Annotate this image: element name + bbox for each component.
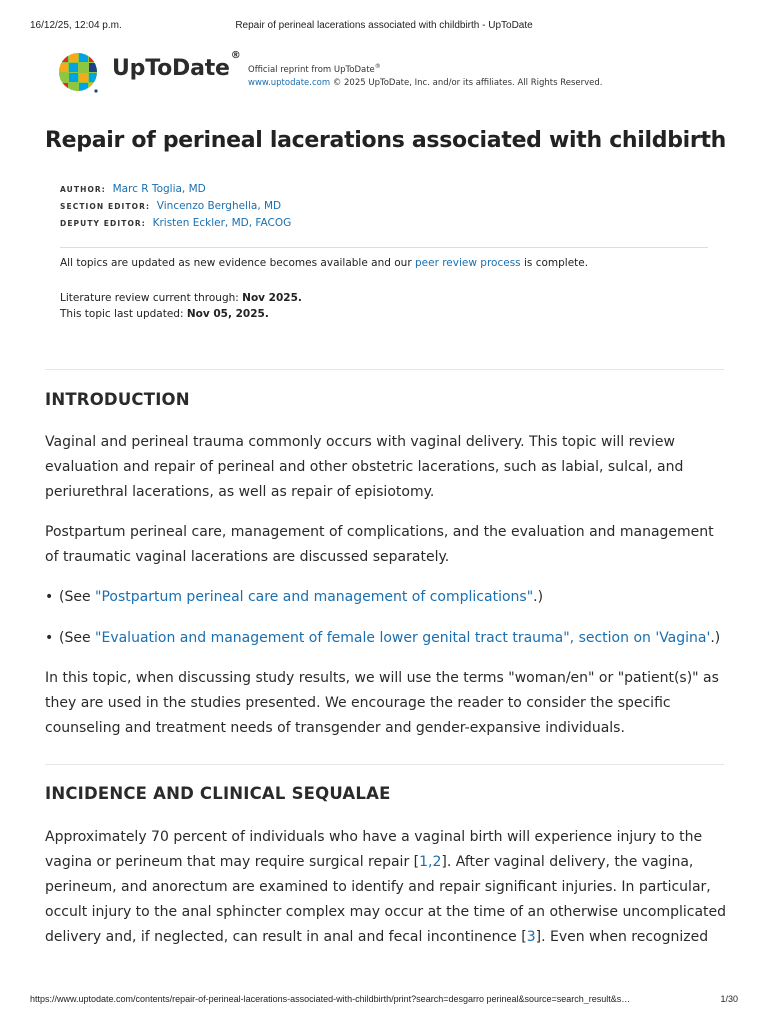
incidence-paragraph-1: Approximately 70 percent of individuals who have a vaginal birth will experience injury to the vagina or perineum that may require surgical repair [1,2]. After vaginal delivery, the vagina, perineum, and anorectum are examined to identify and repair significant injuries. In particular, occult injury to the anal sphincter complex may occur at the time of an otherwise uncomplicated delivery and, if neglected, can result in anal and fecal incontinence [3]. Even when recognized — [45, 829, 727, 945]
genital-trauma-link[interactable]: "Evaluation and management of female lower genital tract trauma", section on 'Vagina' — [95, 630, 711, 646]
list-item: • (See "Evaluation and management of female lower genital tract trauma", section on 'Vagina'.) — [45, 630, 721, 646]
byline-divider — [60, 247, 708, 248]
section-divider — [45, 369, 724, 370]
uptodate-logo-icon[interactable] — [58, 52, 100, 94]
brand-header — [58, 49, 698, 96]
reference-link[interactable]: 1,2 — [419, 854, 442, 870]
reference-link[interactable]: 3 — [526, 929, 536, 945]
last-updated-date: Nov 05, 2025. — [186, 308, 269, 320]
print-date: 16/12/25, 12:04 p.m. — [30, 20, 122, 31]
deputy-editor-link[interactable]: Kristen Eckler, MD, FACOG — [152, 217, 292, 229]
intro-paragraph-2: Postpartum perineal care, management of complications, and the evaluation and management of traumatic vaginal lacerations are discussed separately. — [45, 524, 714, 565]
topic-title: Repair of perineal lacerations associated with childbirth — [45, 128, 727, 153]
update-notice: All topics are updated as new evidence becomes available and our peer review process is complete. — [60, 257, 589, 269]
print-footer — [30, 994, 738, 1008]
reprint-notice: Official reprint from UpToDate® www.uptodate.com © 2025 UpToDate, Inc. and/or its affiliates. All Rights Reserved. — [248, 63, 603, 88]
page-number: 1/30 — [720, 994, 738, 1004]
list-item: • (See "Postpartum perineal care and management of complications".) — [45, 589, 544, 605]
lit-review-date: Nov 2025. — [242, 292, 302, 304]
deputy-editor-label: DEPUTY EDITOR: — [60, 219, 146, 228]
print-url: https://www.uptodate.com/contents/repair-of-perineal-lacerations-associated-with-childbirth/print?search=desgarro perineal&source=search_result&s… — [30, 994, 631, 1004]
section-editor-link[interactable]: Vincenzo Berghella, MD — [156, 200, 282, 212]
brand-wordmark[interactable]: UpToDate® — [112, 49, 241, 81]
peer-review-link[interactable]: peer review process — [414, 257, 521, 269]
heading-introduction: INTRODUCTION — [45, 390, 190, 409]
author-link[interactable]: Marc R Toglia, MD — [112, 183, 206, 195]
section-divider — [45, 764, 724, 765]
section-editor-label: SECTION EDITOR: — [60, 202, 151, 211]
intro-paragraph-3: In this topic, when discussing study results, we will use the terms "woman/en" or "patient(s)" as they are used in the studies presented. We encourage the reader to consider the specific counseling and treatment needs of transgender and gender-expansive individuals. — [45, 670, 719, 736]
postpartum-care-link[interactable]: "Postpartum perineal care and management of complications" — [95, 589, 534, 605]
author-label: AUTHOR: — [60, 185, 106, 194]
intro-paragraph-1: Vaginal and perineal trauma commonly occurs with vaginal delivery. This topic will review evaluation and repair of perineal and other obstetric lacerations, such as labial, sulcal, and periurethral lacerations, as well as repair of episiotomy. — [45, 434, 684, 500]
review-dates: Literature review current through: Nov 2025. This topic last updated: Nov 05, 2025. — [60, 292, 302, 320]
print-header — [30, 20, 738, 34]
uptodate-site-link[interactable]: www.uptodate.com — [248, 77, 331, 88]
byline — [60, 181, 291, 232]
heading-incidence: INCIDENCE AND CLINICAL SEQUALAE — [45, 784, 391, 803]
print-doc-title: Repair of perineal lacerations associated with childbirth - UpToDate — [235, 20, 533, 31]
